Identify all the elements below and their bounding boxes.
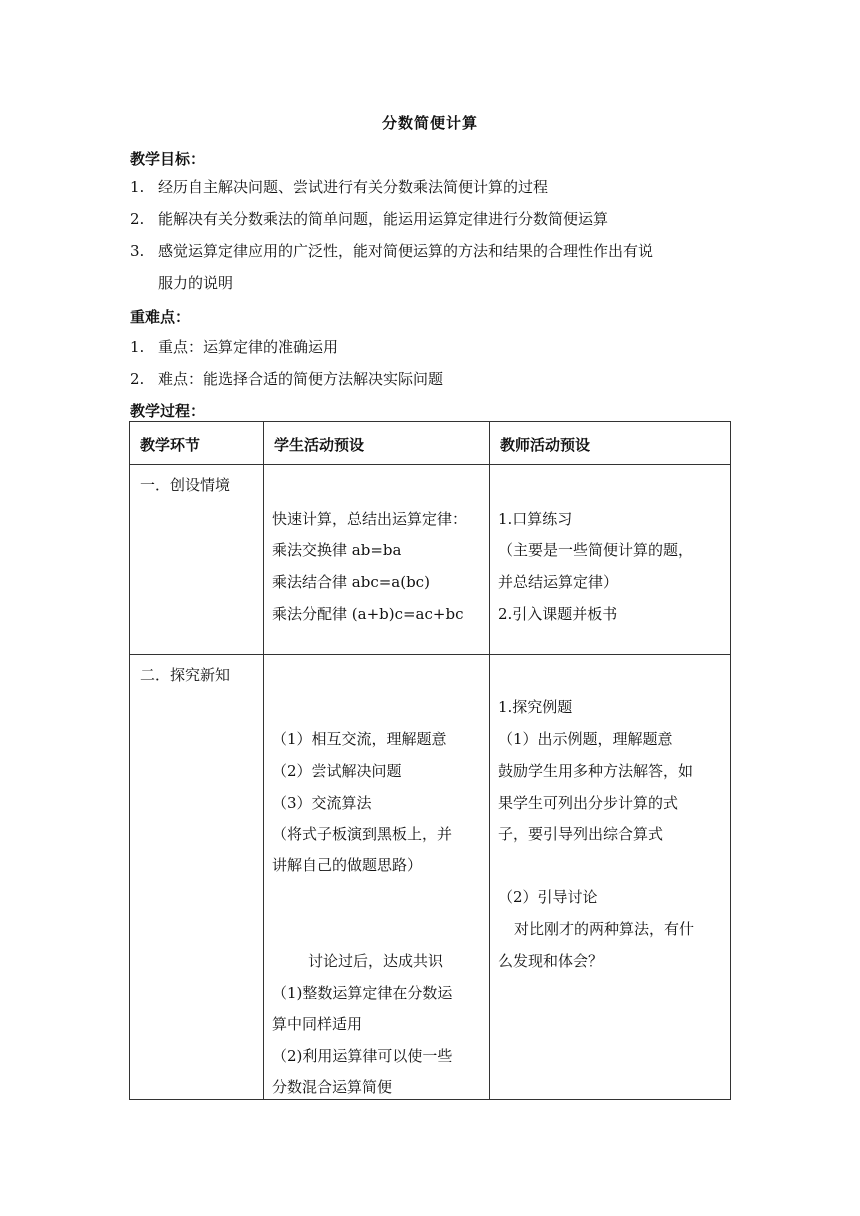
student-line: （将式子板演到黑板上，并 (272, 825, 453, 843)
header-teacher-activity: 教师活动预设 (490, 422, 731, 465)
goal-item-2 (130, 208, 608, 230)
teacher-line: 1.口算练习 (498, 510, 573, 528)
goal-item-1 (130, 176, 548, 198)
header-student-activity: 学生活动预设 (264, 422, 490, 465)
table-header-row (130, 422, 731, 465)
student-cell (264, 465, 490, 655)
teacher-line: 2.引入课题并板书 (498, 605, 618, 623)
teacher-line: 1.探究例题 (498, 698, 573, 716)
key-point-item-1 (130, 336, 338, 358)
key-points-heading: 重难点： (130, 308, 191, 326)
student-cell (264, 655, 490, 1100)
key-point-text: 重点：运算定律的准确运用 (158, 338, 339, 356)
teaching-process-table (129, 421, 731, 1100)
student-line: （1）相互交流，理解题意 (272, 730, 447, 748)
student-line: （2)利用运算律可以使一些 (272, 1047, 453, 1065)
student-line: 乘法交换律 ab=ba (272, 541, 402, 559)
process-heading: 教学过程： (130, 402, 206, 420)
student-line: 算中同样适用 (272, 1015, 363, 1033)
student-line: 乘法结合律 abc=a(bc) (272, 573, 430, 591)
document-title: 分数简便计算 (381, 114, 478, 132)
stage-cell (130, 655, 264, 1100)
student-line: 乘法分配律 (a+b)c=ac+bc (272, 605, 464, 623)
teacher-line: 果学生可列出分步计算的式 (498, 794, 679, 812)
goal-text: 感觉运算定律应用的广泛性，能对简便运算的方法和结果的合理性作出有说 (158, 242, 654, 260)
student-line: （2）尝试解决问题 (272, 762, 402, 780)
student-line: 讲解自己的做题思路） (272, 856, 423, 874)
goal-number: 2. (130, 210, 145, 228)
teacher-line: 子，要引导列出综合算式 (498, 825, 664, 843)
key-point-number: 1. (130, 338, 145, 356)
table-row (130, 465, 731, 655)
stage-label: 一．创设情境 (140, 476, 231, 494)
student-line: 快速计算，总结出运算定律： (272, 510, 468, 528)
table-row (130, 655, 731, 1100)
key-point-text: 难点：能选择合适的简便方法解决实际问题 (158, 370, 444, 388)
goals-heading: 教学目标： (130, 150, 206, 168)
header-stage: 教学环节 (130, 422, 264, 465)
teacher-cell (490, 465, 731, 655)
goal-text: 经历自主解决问题、尝试进行有关分数乘法简便计算的过程 (158, 178, 549, 196)
goal-number: 3. (130, 242, 145, 260)
goal-number: 1. (130, 178, 145, 196)
stage-label: 二．探究新知 (140, 666, 231, 684)
teacher-cell (490, 655, 731, 1100)
teacher-line: 并总结运算定律） (498, 573, 619, 591)
goal-text: 能解决有关分数乘法的简单问题，能运用运算定律进行分数简便运算 (158, 210, 609, 228)
goal-item-3-continuation: 服力的说明 (158, 274, 234, 292)
student-line: （3）交流算法 (272, 794, 372, 812)
key-point-number: 2. (130, 370, 145, 388)
student-line: 分数混合运算简便 (272, 1078, 393, 1096)
student-line: （1)整数运算定律在分数运 (272, 984, 453, 1002)
key-point-item-2 (130, 368, 443, 390)
student-line: 讨论过后，达成共识 (308, 952, 444, 970)
teacher-line: （1）出示例题，理解题意 (498, 730, 673, 748)
teacher-line: 么发现和体会？ (498, 952, 604, 970)
teacher-line: 鼓励学生用多种方法解答，如 (498, 762, 694, 780)
teacher-line: （2）引导讨论 (498, 888, 598, 906)
teacher-line: （主要是一些简便计算的题， (498, 541, 694, 559)
goal-item-3 (130, 240, 653, 262)
stage-cell (130, 465, 264, 655)
teacher-line: 对比刚才的两种算法，有什 (514, 920, 695, 938)
